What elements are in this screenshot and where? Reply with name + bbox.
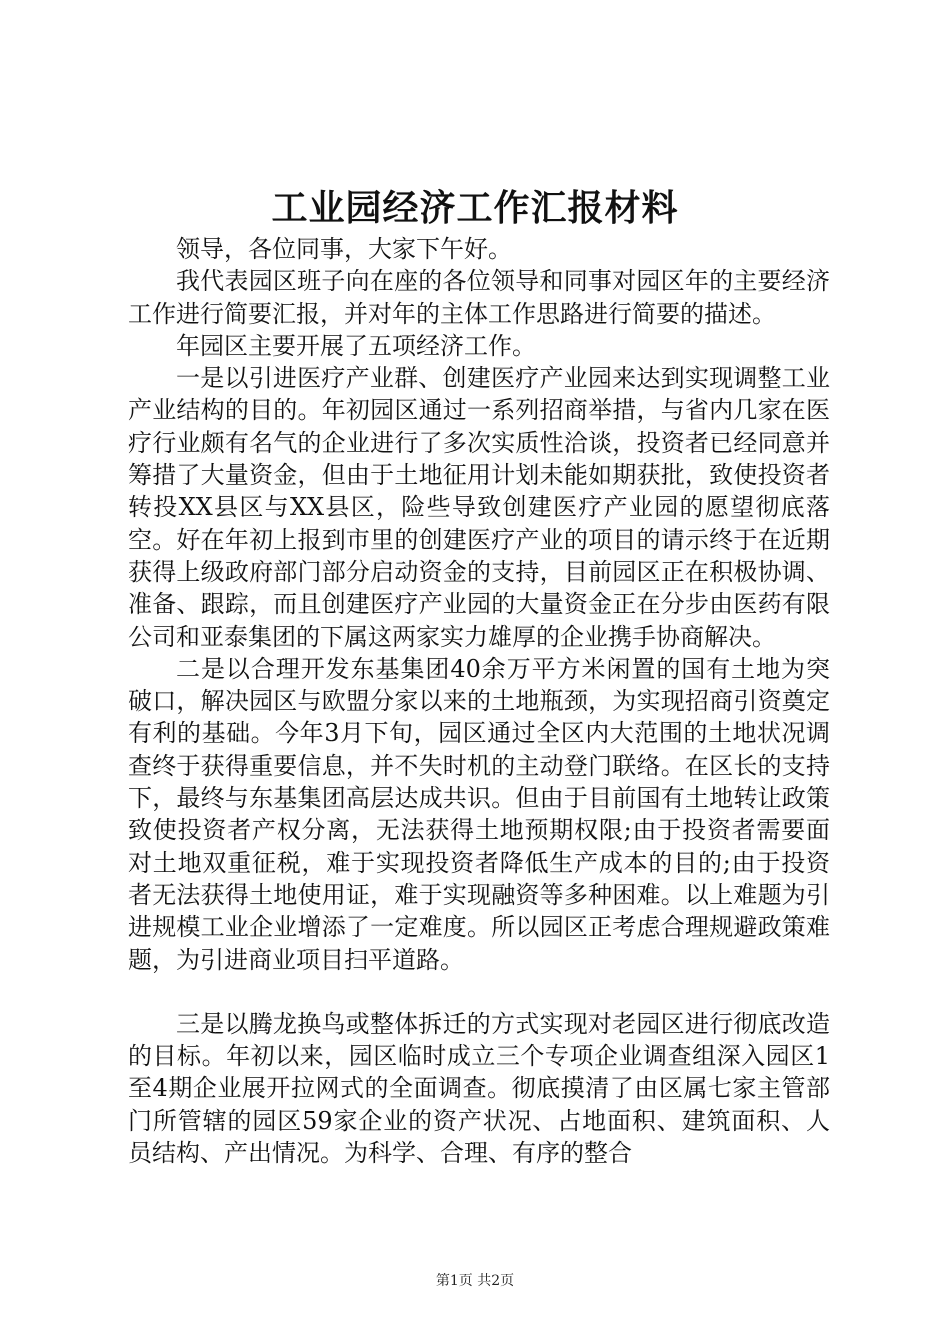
document-title: 工业园经济工作汇报材料 [271, 187, 679, 229]
paragraph-intro: 我代表园区班子向在座的各位领导和同事对园区年的主要经济工作进行简要汇报，并对年的主体工作思路进行简要的描述。 [128, 267, 830, 328]
paragraph-greeting: 领导，各位同事，大家下午好。 [176, 235, 512, 263]
paragraph-summary: 年园区主要开展了五项经济工作。 [176, 331, 536, 360]
paragraph-item-two: 二是以合理开发东基集团40余万平方米闲置的国有土地为突破口，解决园区与欧盟分家以来的土地瓶颈，为实现招商引资奠定有利的基础。今年3月下旬，园区通过全区内大范围的土地状况调查终于获得重要信息，并不失时机的主动登门联络。在区长的支持下，最终与东基集团高层达成共识。但由于目前国有土地转让政策致使投资者产权分离，无法获得土地预期权限;由于投资者需要面对土地双重征税，难于实现投资者降低生产成本的目的;由于投资者无法获得土地使用证，难于实现融资等多种困难。以上难题为引进规模工业企业增添了一定难度。所以园区正考虑合理规避政策难题，为引进商业项目扫平道路。 [128, 654, 830, 974]
paragraph-item-three: 三是以腾龙换鸟或整体拆迁的方式实现对老园区进行彻底改造的目标。年初以来，园区临时成立三个专项企业调查组深入园区1至4期企业展开拉网式的全面调查。彻底摸清了由区属七家主管部门所管辖的园区59家企业的资产状况、占地面积、建筑面积、人员结构、产出情况。为科学、合理、有序的整合 [128, 1009, 830, 1168]
paragraph-item-one: 一是以引进医疗产业群、创建医疗产业园来达到实现调整工业产业结构的目的。年初园区通过一系列招商举措，与省内几家在医疗行业颇有名气的企业进行了多次实质性洽谈，投资者已经同意并筹措了大量资金，但由于土地征用计划未能如期获批，致使投资者转投XX县区与XX县区，险些导致创建医疗产业园的愿望彻底落空。好在年初上报到市里的创建医疗产业的项目的请示终于在近期获得上级政府部门部分启动资金的支持，目前园区正在积极协调、准备、跟踪，而且创建医疗产业园的大量资金正在分步由医药有限公司和亚泰集团的下属这两家实力雄厚的企业携手协商解决。 [128, 364, 830, 651]
paragraph-spacer [128, 976, 830, 1008]
page-number-footer: 第1页 共2页 [435, 1273, 515, 1289]
document-body [128, 233, 830, 1169]
